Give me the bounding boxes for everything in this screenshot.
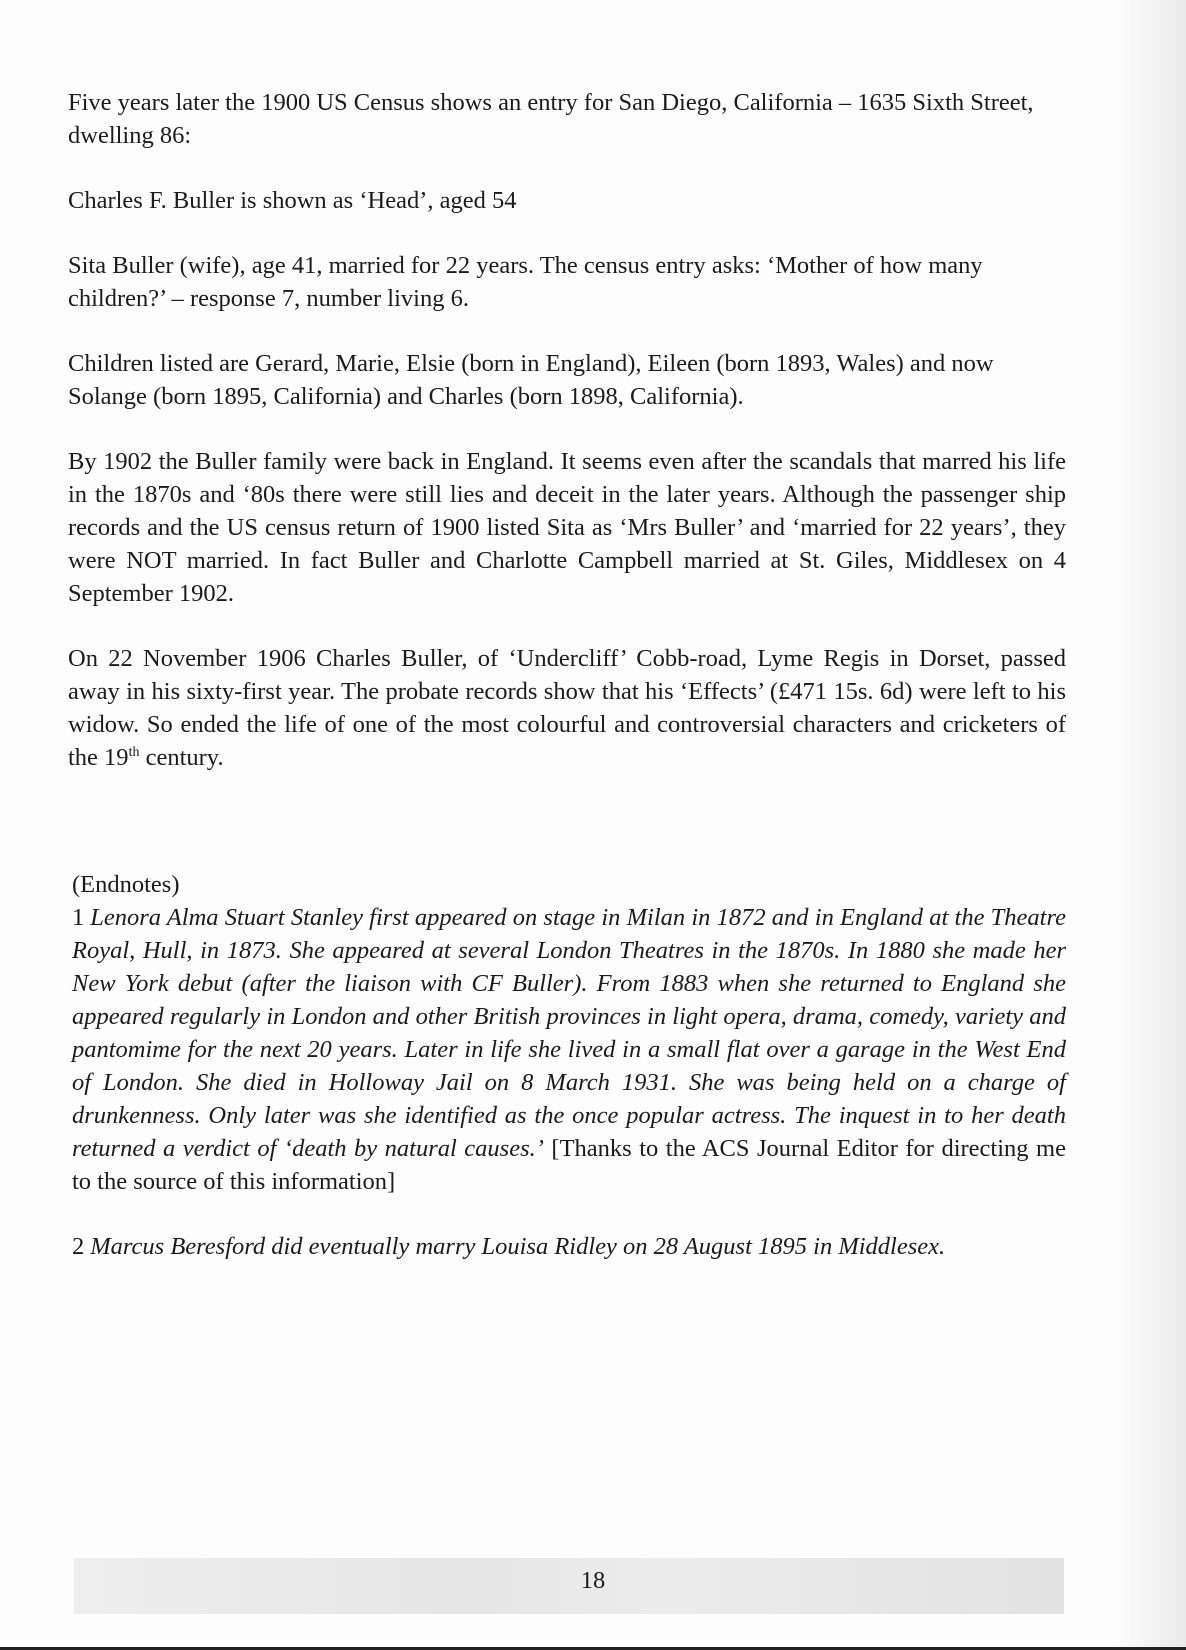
paragraph-death-text: On 22 November 1906 Charles Buller, of ‘Undercliff’ Cobb-road, Lyme Regis in Dorset, passed away in his sixty-first year. The probate records show that his ‘Effects’ (£471 15s. 6d) were left to his widow. So ended the life of one of the most colourful and controversial characters and cricketers of the 19 [68, 645, 1066, 771]
endnote-number: 1 [72, 904, 85, 931]
page-number: 18 [580, 1567, 606, 1594]
paragraph-wife-entry: Sita Buller (wife), age 41, married for 22 years. The census entry asks: ‘Mother of how many children?’ – response 7, number living 6. [68, 252, 983, 312]
paragraph-census-intro: Five years later the 1900 US Census shows an entry for San Diego, California – 1635 Sixth Street, dwelling 86: [68, 89, 1034, 149]
endnote-plain-text: [Thanks to the ACS Journal Editor for directing me to the source of this information] [72, 1135, 1066, 1195]
endnote-italic-text: Lenora Alma Stuart Stanley first appeared on stage in Milan in 1872 and in England at the Theatre Royal, Hull, in 1873. She appeared at several London Theatres in the 1870s. In 1880 she made her New York debut (after the liaison with CF Buller). From 1883 when she returned to England she appeared regularly in London and other British provinces in light opera, drama, comedy, variety and pantomime for the next 20 years. Later in life she lived in a small flat over a garage in the West End of London. She died in Holloway Jail on 8 March 1931. She was being held on a charge of drunkenness. Only later was she identified as the once popular actress. The inquest in to her death returned a verdict of ‘death by natural causes.’ [72, 904, 1066, 1162]
paragraph-head-of-household: Charles F. Buller is shown as ‘Head’, aged 54 [68, 187, 517, 214]
page-edge-shadow [1116, 0, 1186, 1650]
endnote-number: 2 [72, 1233, 85, 1260]
paragraph-children-listed: Children listed are Gerard, Marie, Elsie (born in England), Eileen (born 1893, Wales) and now Solange (born 1895, California) and Charles (born 1898, California). [68, 350, 994, 410]
endnotes-heading: (Endnotes) [72, 871, 180, 898]
endnote-2 [72, 1230, 1066, 1263]
ordinal-superscript: th [128, 744, 140, 760]
paragraph-death-text-end: century. [139, 744, 224, 771]
endnote-italic-text: Marcus Beresford did eventually marry Louisa Ridley on 28 August 1895 in Middlesex. [90, 1233, 946, 1260]
endnote-1 [72, 901, 1066, 1198]
main-text [68, 86, 1066, 806]
paragraph-return-to-england: By 1902 the Buller family were back in England. It seems even after the scandals that marred his life in the 1870s and ‘80s there were still lies and deceit in the later years. Although the passenger ship records and the US census return of 1900 listed Sita as ‘Mrs Buller’ and ‘married for 22 years’, they were NOT married. In fact Buller and Charlotte Campbell married at St. Giles, Middlesex on 4 September 1902. [68, 448, 1066, 607]
endnotes-section [72, 868, 1066, 1295]
paragraph-death-of-buller [68, 642, 1066, 774]
